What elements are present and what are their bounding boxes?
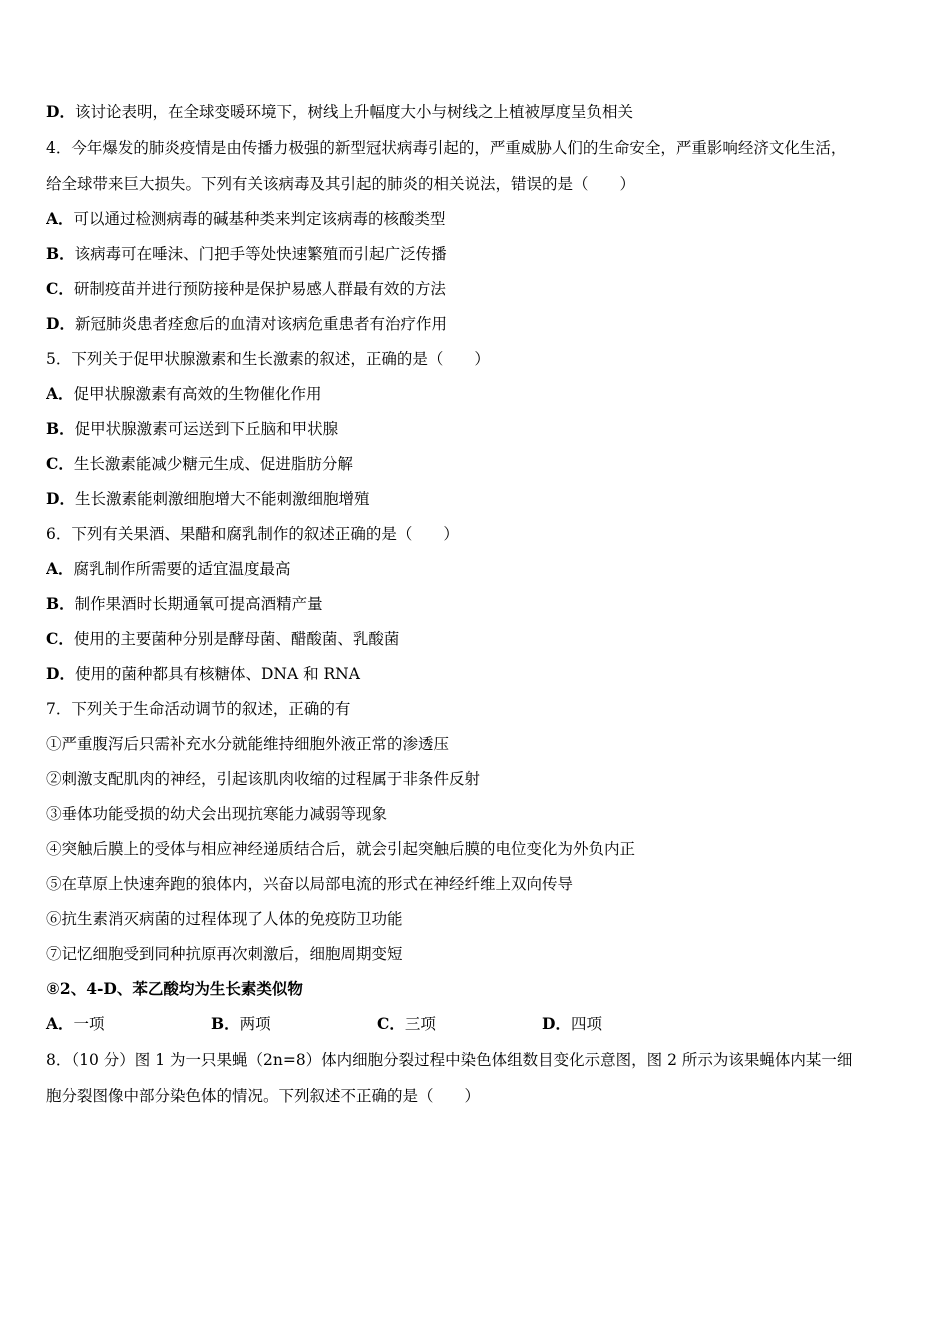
q7-option-b <box>211 1013 271 1035</box>
q3-option-d <box>46 101 916 123</box>
q7-statement-6 <box>46 908 916 930</box>
q7-option-d <box>542 1013 602 1035</box>
q4-option-c <box>46 278 916 300</box>
option-label: D． <box>46 489 75 508</box>
q4-stem-line-2 <box>46 173 916 195</box>
statement-text: 在草原上快速奔跑的狼体内，兴奋以局部电流的形式在神经纤维上双向传导 <box>61 875 574 893</box>
question-text: 今年爆发的肺炎疫情是由传播力极强的新型冠状病毒引起的，严重威胁人们的生命安全，严重影响经济文化生活， <box>71 139 847 157</box>
q8-stem-line-2 <box>46 1085 916 1107</box>
question-number: 6． <box>46 525 72 543</box>
q5-option-a <box>46 383 916 405</box>
q7-statement-2 <box>46 768 916 790</box>
option-label: B． <box>211 1014 240 1033</box>
option-text: 生长激素能刺激细胞增大不能刺激细胞增殖 <box>74 490 370 508</box>
statement-label: ⑦ <box>46 945 62 963</box>
q4-option-b <box>46 243 916 265</box>
q6-stem <box>46 523 916 545</box>
question-text: 胞分裂图像中部分染色体的情况。下列叙述不正确的是（ ） <box>46 1087 481 1105</box>
q7-option-c <box>377 1013 436 1035</box>
q7-statement-8 <box>46 978 916 1000</box>
question-text: 下列关于生命活动调节的叙述，正确的有 <box>71 700 351 718</box>
q6-option-d <box>46 663 916 685</box>
option-text: 该讨论表明，在全球变暖环境下，树线上升幅度大小与树线之上植被厚度呈负相关 <box>74 103 633 121</box>
option-label: C． <box>46 454 74 473</box>
statement-text: 严重腹泻后只需补充水分就能维持细胞外液正常的渗透压 <box>61 735 450 753</box>
question-text: 下列关于促甲状腺激素和生长激素的叙述，正确的是（ ） <box>71 350 490 368</box>
statement-label: ④ <box>46 840 62 858</box>
q6-option-c <box>46 628 916 650</box>
option-label: B． <box>46 244 75 263</box>
q4-option-d <box>46 313 916 335</box>
option-text: 生长激素能减少糖元生成、促进脂肪分解 <box>73 455 353 473</box>
q5-option-d <box>46 488 916 510</box>
question-number: 8． <box>46 1051 72 1069</box>
q4-stem-line-1 <box>46 137 916 159</box>
option-label: D． <box>46 664 75 683</box>
option-text: 新冠肺炎患者痊愈后的血清对该病危重患者有治疗作用 <box>74 315 447 333</box>
question-text: 下列有关果酒、果醋和腐乳制作的叙述正确的是（ ） <box>71 525 459 543</box>
question-text: （10 分）图 1 为一只果蝇（2n=8）体内细胞分裂过程中染色体组数目变化示意图，图 2 所示为该果蝇体内某一细 <box>71 1051 853 1069</box>
q7-statement-3 <box>46 803 916 825</box>
q5-option-c <box>46 453 916 475</box>
option-label: A． <box>46 384 74 403</box>
option-text: 两项 <box>239 1015 271 1033</box>
option-label: C． <box>46 629 74 648</box>
option-label: C． <box>377 1014 405 1033</box>
statement-text: 突触后膜上的受体与相应神经递质结合后，就会引起突触后膜的电位变化为外负内正 <box>61 840 636 858</box>
statement-text: 刺激支配肌肉的神经，引起该肌肉收缩的过程属于非条件反射 <box>61 770 481 788</box>
question-number: 5． <box>46 350 72 368</box>
option-text: 研制疫苗并进行预防接种是保护易感人群最有效的方法 <box>73 280 446 298</box>
q7-options-row <box>46 1013 916 1035</box>
option-text: 制作果酒时长期通氧可提高酒精产量 <box>74 595 323 613</box>
option-label: B． <box>46 594 75 613</box>
option-text: 三项 <box>404 1015 436 1033</box>
option-label: D． <box>46 102 75 121</box>
option-text: 腐乳制作所需要的适宜温度最高 <box>73 560 291 578</box>
option-text: 四项 <box>570 1015 602 1033</box>
option-label: A． <box>46 209 74 228</box>
q8-stem-line-1 <box>46 1049 916 1071</box>
statement-text: 2、4-D、苯乙酸均为生长素类似物 <box>59 979 303 998</box>
statement-label: ⑤ <box>46 875 62 893</box>
q7-statement-7 <box>46 943 916 965</box>
option-label: A． <box>46 1014 74 1033</box>
q7-statement-5 <box>46 873 916 895</box>
option-text: 一项 <box>73 1015 105 1033</box>
q6-option-b <box>46 593 916 615</box>
question-number: 4． <box>46 139 72 157</box>
statement-label: ② <box>46 770 62 788</box>
q5-option-b <box>46 418 916 440</box>
q4-option-a <box>46 208 916 230</box>
statement-label: ⑧ <box>46 980 60 998</box>
q6-option-a <box>46 558 916 580</box>
option-text: 可以通过检测病毒的碱基种类来判定该病毒的核酸类型 <box>73 210 446 228</box>
q5-stem <box>46 348 916 370</box>
q7-stem <box>46 698 916 720</box>
statement-text: 垂体功能受损的幼犬会出现抗寒能力减弱等现象 <box>61 805 388 823</box>
q7-statement-1 <box>46 733 916 755</box>
option-text: 该病毒可在唾沫、门把手等处快速繁殖而引起广泛传播 <box>74 245 447 263</box>
option-text: 使用的菌种都具有核糖体、DNA 和 RNA <box>74 665 360 683</box>
option-label: B． <box>46 419 75 438</box>
option-text: 使用的主要菌种分别是酵母菌、醋酸菌、乳酸菌 <box>73 630 400 648</box>
question-text: 给全球带来巨大损失。下列有关该病毒及其引起的肺炎的相关说法，错误的是（ ） <box>46 175 636 193</box>
option-text: 促甲状腺激素可运送到下丘脑和甲状腺 <box>74 420 339 438</box>
statement-label: ① <box>46 735 62 753</box>
option-label: A． <box>46 559 74 578</box>
q7-option-a <box>46 1013 105 1035</box>
question-number: 7． <box>46 700 72 718</box>
option-label: D． <box>46 314 75 333</box>
option-label: C． <box>46 279 74 298</box>
statement-label: ③ <box>46 805 62 823</box>
q7-statement-4 <box>46 838 916 860</box>
statement-label: ⑥ <box>46 910 62 928</box>
statement-text: 记忆细胞受到同种抗原再次刺激后，细胞周期变短 <box>61 945 403 963</box>
option-label: D． <box>542 1014 571 1033</box>
statement-text: 抗生素消灭病菌的过程体现了人体的免疫防卫功能 <box>61 910 403 928</box>
option-text: 促甲状腺激素有高效的生物催化作用 <box>73 385 322 403</box>
